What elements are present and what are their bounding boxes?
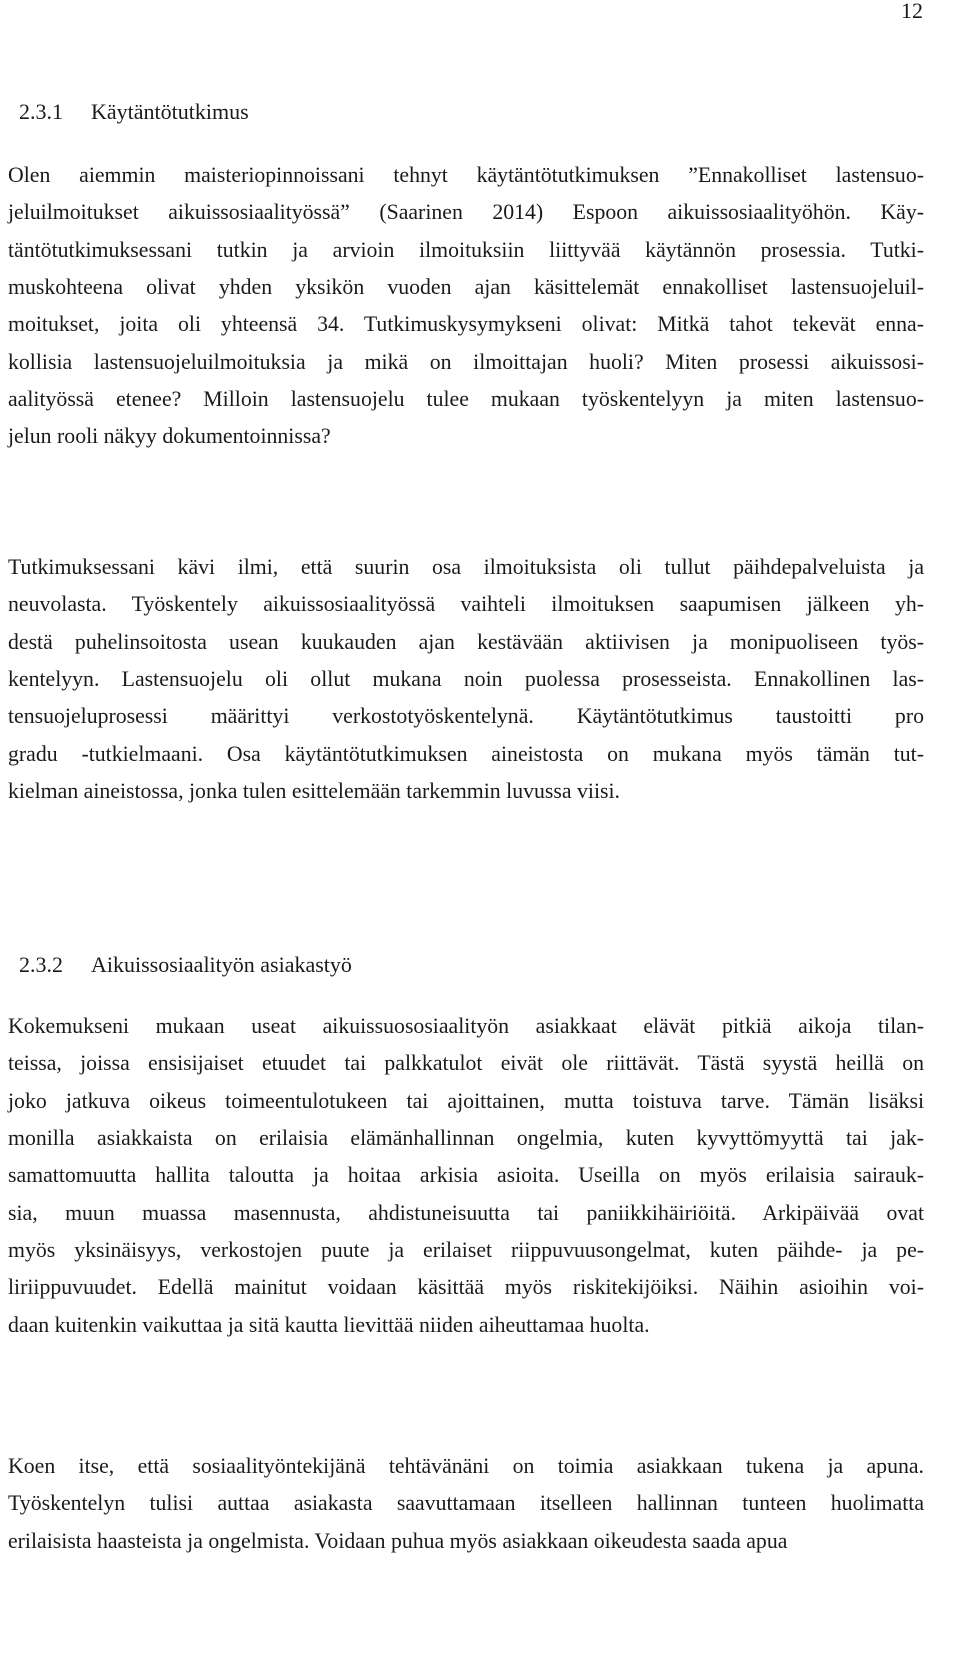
section-title: Käytäntötutkimus <box>91 99 249 124</box>
text-line: sia, muun muassa masennusta, ahdistuneisuutta tai paniikkihäiriöitä. Arkipäivää ovat <box>8 1200 924 1225</box>
text-line: gradu -tutkielmaani. Osa käytäntötutkimuksen aineistosta on mukana myös tämän tut- <box>8 741 924 766</box>
section-number: 2.3.1 <box>19 99 63 124</box>
text-line: samattomuutta hallita taloutta ja hoitaa arkisia asioita. Useilla on myös erilaisia sairauk- <box>8 1163 924 1188</box>
text-line: Tutkimuksessani kävi ilmi, että suurin osa ilmoituksista oli tullut päihdepalveluista ja <box>8 555 924 579</box>
text-line: täntötutkimuksessani tutkin ja arvioin ilmoituksiin liittyvää käytännön prosessia. Tutki- <box>8 237 924 262</box>
text-line: moitukset, joita oli yhteensä 34. Tutkimuskysymykseni olivat: Mitkä tahot tekevät enna- <box>8 312 924 337</box>
text-line: Olen aiemmin maisteriopinnoissani tehnyt käytäntötutkimuksen ”Ennakolliset lastensuo- <box>8 163 924 187</box>
text-line: monilla asiakkaista on erilaisia elämänhallinnan ongelmia, kuten kyvyttömyyttä tai jak- <box>8 1126 924 1151</box>
text-line: kollisia lastensuojeluilmoituksia ja mikä on ilmoittajan huoli? Miten prosessi aikuissosi- <box>8 349 924 374</box>
text-line: liriippuvuudet. Edellä mainitut voidaan käsittää myös riskitekijöiksi. Näihin asioihin voi- <box>8 1275 924 1300</box>
section-number: 2.3.2 <box>19 952 63 977</box>
paragraph <box>8 1448 924 1560</box>
text-line: jeluilmoitukset aikuissosiaalityössä” (Saarinen 2014) Espoon aikuissosiaalityöhön. Käy- <box>8 200 924 225</box>
text-line: erilaisista haasteista ja ongelmista. Voidaan puhua myös asiakkaan oikeudesta saada apua <box>8 1528 788 1553</box>
text-line: daan kuitenkin vaikuttaa ja sitä kautta lievittää niiden aiheuttamaa huolta. <box>8 1312 650 1337</box>
text-line: Työskentelyn tulisi auttaa asiakasta saavuttamaan itselleen hallinnan tunteen huolimatta <box>8 1491 924 1516</box>
text-line: joko jatkuva oikeus toimeentulotukeen tai ajoittainen, mutta toistuva tarve. Tämän lisäksi <box>8 1088 924 1113</box>
paragraph <box>8 549 924 810</box>
section-heading-2-3-1 <box>8 79 249 123</box>
text-line: jelun rooli näkyy dokumentoinnissa? <box>8 424 331 449</box>
text-line: neuvolasta. Työskentely aikuissosiaalityössä vaihteli ilmoituksen saapumisen jälkeen yh- <box>8 592 924 617</box>
text-line: tensuojeluprosessi määrittyi verkostotyöskentelynä. Käytäntötutkimus taustoitti pro <box>8 704 924 729</box>
text-line: Koen itse, että sosiaalityöntekijänä tehtävänäni on toimia asiakkaan tukena ja apuna. <box>8 1454 924 1478</box>
text-line: myös yksinäisyys, verkostojen puute ja erilaiset riippuvuusongelmat, kuten päihde- ja pe- <box>8 1238 924 1263</box>
section-heading-2-3-2 <box>8 932 352 976</box>
paragraph <box>8 157 924 456</box>
text-line: destä puhelinsoitosta usean kuukauden ajan kestävään aktiivisen ja monipuoliseen työs- <box>8 629 924 654</box>
text-line: kentelyyn. Lastensuojelu oli ollut mukana noin puolessa prosesseista. Ennakollinen las- <box>8 667 924 692</box>
text-line: kielman aineistossa, jonka tulen esittelemään tarkemmin luvussa viisi. <box>8 779 620 804</box>
section-title: Aikuissosiaalityön asiakastyö <box>91 952 352 977</box>
text-line: Kokemukseni mukaan useat aikuissuososiaalityön asiakkaat elävät pitkiä aikoja tilan- <box>8 1014 924 1038</box>
text-line: aalityössä etenee? Milloin lastensuojelu tulee mukaan työskentelyyn ja miten lastensuo- <box>8 387 924 412</box>
page-number: 12 <box>901 0 923 23</box>
paragraph <box>8 1008 924 1344</box>
text-line: teissa, joissa ensisijaiset etuudet tai palkkatulot eivät ole riittävät. Tästä syystä heillä on <box>8 1051 924 1076</box>
text-line: muskohteena olivat yhden yksikön vuoden ajan käsittelemät ennakolliset lastensuojeluil- <box>8 275 924 300</box>
